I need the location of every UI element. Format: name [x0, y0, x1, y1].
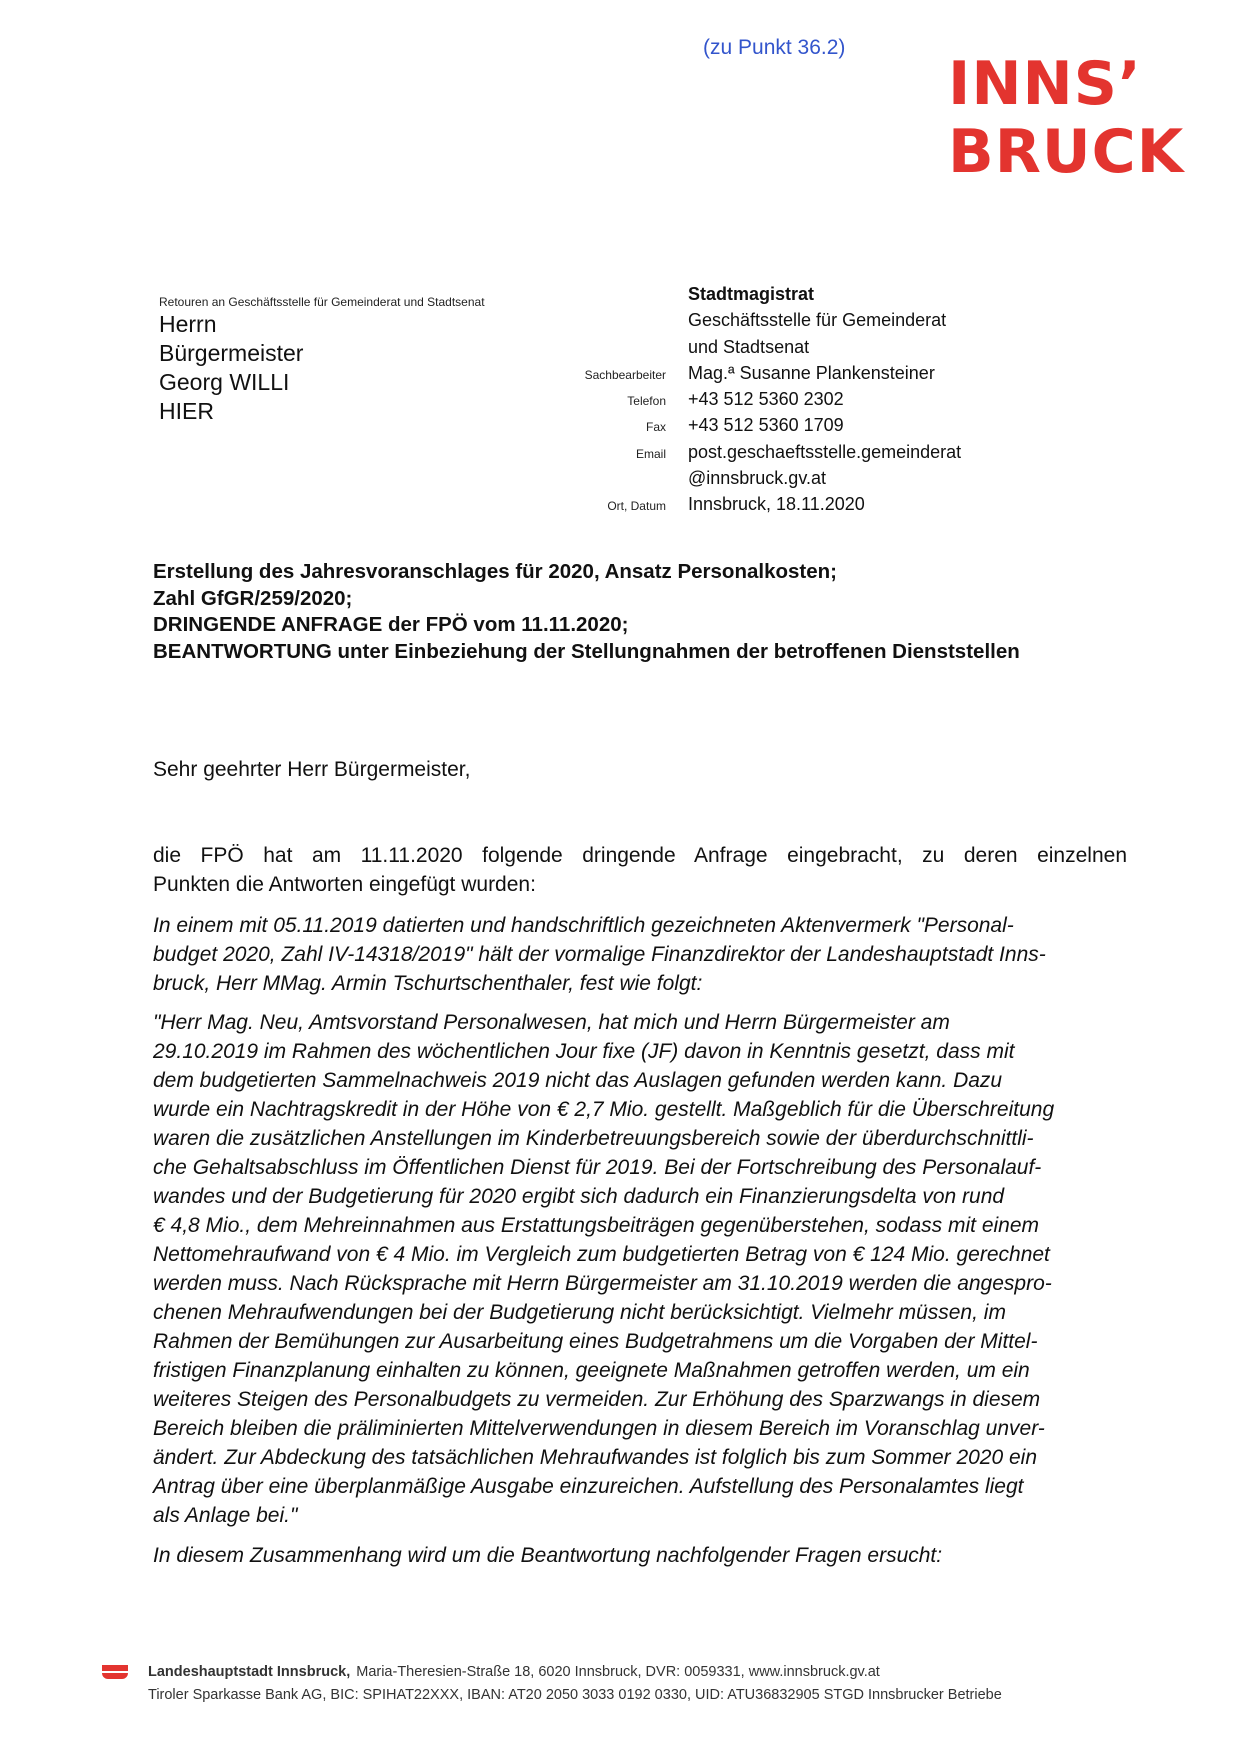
reference-note: (zu Punkt 36.2)	[703, 36, 846, 59]
quote-line: werden muss. Nach Rücksprache mit Herrn Bürgermeister am 31.10.2019 werden die angespro-	[153, 1272, 1052, 1295]
footer-bank: Tiroler Sparkasse Bank AG, BIC: SPIHAT22XXX, IBAN: AT20 2050 3033 0192 0330, UID: ATU36832905 STGD Innsbrucker Betriebe	[148, 1686, 1002, 1703]
place-date: Innsbruck, 18.11.2020	[688, 494, 865, 515]
quote-line: Nettomehraufwand von € 4 Mio. im Vergleich zum budgetierten Betrag von € 124 Mio. gerechnet	[153, 1243, 1050, 1266]
quote-line: als Anlage bei."	[153, 1504, 298, 1527]
recipient-line: Georg WILLI	[159, 369, 290, 395]
footer-org: Landeshauptstadt Innsbruck,	[148, 1663, 351, 1680]
quote-line: dem budgetierten Sammelnachweis 2019 nicht das Auslagen gefunden werden kann. Dazu	[153, 1069, 1003, 1092]
recipient-line: HIER	[159, 398, 214, 424]
subject-line: BEANTWORTUNG unter Einbeziehung der Stellungnahmen der betroffenen Dienststellen	[153, 639, 1020, 663]
quote-line: che Gehaltsabschluss im Öffentlichen Dienst für 2019. Bei der Fortschreibung des Personalauf-	[153, 1156, 1042, 1179]
officer-label: Sachbearbeiter	[584, 367, 666, 382]
quote-line: wandes und der Budgetierung für 2020 ergibt sich dadurch ein Finanzierungsdelta von rund	[153, 1185, 1005, 1208]
text-line: In einem mit 05.11.2019 datierten und handschriftlich gezeichneten Aktenvermerk "Personal-	[153, 914, 1014, 937]
subject-line: Zahl GfGR/259/2020;	[153, 586, 353, 610]
quote-line: "Herr Mag. Neu, Amtsvorstand Personalwesen, hat mich und Herrn Bürgermeister am	[153, 1011, 950, 1034]
paragraph-intro	[153, 841, 1127, 899]
email-address: @innsbruck.gv.at	[688, 468, 826, 489]
recipient-line: Herrn	[159, 311, 217, 337]
sender-block	[560, 284, 1200, 521]
return-address: Retouren an Geschäftsstelle für Gemeinderat und Stadtsenat	[159, 295, 485, 309]
paragraph-aktenvermerk	[153, 911, 1127, 998]
quote-line: weiteres Steigen des Personalbudgets zu vermeiden. Zur Erhöhung des Sparzwangs in diesem	[153, 1388, 1041, 1411]
quote-line: waren die zusätzlichen Anstellungen im Kinderbetreuungsbereich sowie der überdurchschnittli-	[153, 1127, 1034, 1150]
greeting: Sehr geehrter Herr Bürgermeister,	[153, 758, 471, 781]
footer-address: Maria-Theresien-Straße 18, 6020 Innsbruck, DVR: 0059331, www.innsbruck.gv.at	[356, 1663, 880, 1680]
officer-name: Mag.ª Susanne Plankensteiner	[688, 362, 935, 383]
quote-line: € 4,8 Mio., dem Mehreinnahmen aus Erstattungsbeiträgen gegenüberstehen, sodass mit einem	[153, 1214, 1040, 1237]
subject-line: DRINGENDE ANFRAGE der FPÖ vom 11.11.2020;	[153, 613, 629, 636]
logo-line2: BRUCK	[948, 117, 1185, 187]
quote-line: fristigen Finanzplanung einhalten zu können, geeignete Maßnahmen getroffen werden, um ein	[153, 1359, 1030, 1382]
text-line: Punkten die Antworten eingefügt wurden:	[153, 873, 536, 896]
subject-line: Erstellung des Jahresvoranschlages für 2020, Ansatz Personalkosten;	[153, 560, 837, 583]
fax-label: Fax	[645, 420, 666, 435]
quote-line: 29.10.2019 im Rahmen des wöchentlichen Jour fixe (JF) davon in Kenntnis gesetzt, dass mit	[153, 1040, 1015, 1063]
email-label: Email	[635, 446, 666, 461]
phone-label: Telefon	[627, 394, 666, 409]
fax-number: +43 512 5360 1709	[688, 415, 844, 436]
quote-line: Antrag über eine überplanmäßige Ausgabe einzureichen. Aufstellung des Personalamtes liegt	[153, 1475, 1024, 1498]
sender-org: Stadtmagistrat	[688, 284, 815, 304]
quote-line: Rahmen der Bemühungen zur Ausarbeitung eines Budgetrahmens um die Vorgaben der Mittel-	[153, 1330, 1038, 1353]
date-label: Ort, Datum	[607, 499, 666, 514]
quote-block	[153, 1008, 1127, 1530]
text-line: die FPÖ hat am 11.11.2020 folgende dringende Anfrage eingebracht, zu deren einzelnen	[153, 844, 1127, 867]
quote-line: wurde ein Nachtragskredit in der Höhe von € 2,7 Mio. gestellt. Maßgeblich für die Überschreitung	[153, 1098, 1055, 1121]
quote-line: chenen Mehraufwendungen bei der Budgetierung nicht berücksichtigt. Vielmehr müssen, im	[153, 1301, 1006, 1324]
footer	[100, 1660, 1200, 1706]
sender-department: und Stadtsenat	[688, 336, 810, 357]
innsbruck-flag-icon	[100, 1663, 130, 1681]
sender-department: Geschäftsstelle für Gemeinderat	[688, 310, 947, 331]
quote-line: ändert. Zur Abdeckung des tatsächlichen Mehraufwandes ist folglich bis zum Sommer 2020 ein	[153, 1446, 1038, 1469]
logo-line1: INNS’	[948, 49, 1142, 119]
text-line: budget 2020, Zahl IV-14318/2019" hält der vormalige Finanzdirektor der Landeshauptstadt Inns-	[153, 943, 1046, 966]
text-line: bruck, Herr MMag. Armin Tschurtschenthaler, fest wie folgt:	[153, 972, 703, 995]
subject-block	[153, 559, 1153, 665]
paragraph-question-request: In diesem Zusammenhang wird um die Beantwortung nachfolgender Fragen ersucht:	[153, 1544, 943, 1567]
innsbruck-logo	[948, 49, 1188, 187]
phone-number: +43 512 5360 2302	[688, 389, 844, 410]
email-address: post.geschaeftsstelle.gemeinderat	[688, 441, 962, 462]
recipient-block	[159, 310, 303, 426]
recipient-line: Bürgermeister	[159, 340, 304, 366]
quote-line: Bereich bleiben die präliminierten Mittelverwendungen in diesem Bereich im Voranschlag unver-	[153, 1417, 1045, 1440]
